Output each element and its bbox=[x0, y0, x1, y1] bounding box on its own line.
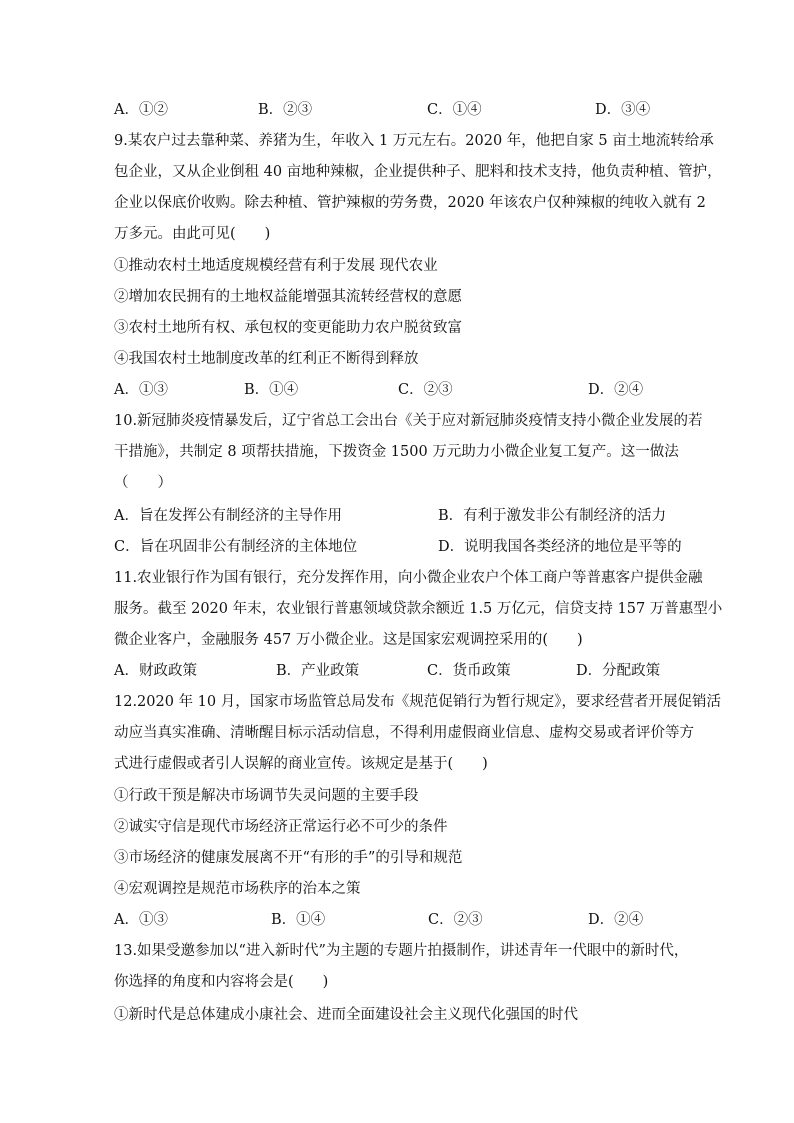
q9-option-a: A．①③ bbox=[114, 382, 168, 398]
q12-item-3: ③市场经济的健康发展离不开“有形的手”的引导和规范 bbox=[114, 850, 463, 866]
q13-stem-line-2: 你选择的角度和内容将会是( ) bbox=[114, 974, 329, 990]
q9-item-2: ②增加农民拥有的土地权益能增强其流转经营权的意愿 bbox=[114, 289, 462, 305]
q12-option-d: D．②④ bbox=[588, 912, 644, 928]
q8-option-c: C．①④ bbox=[427, 102, 482, 118]
q13-stem-line-1: 13.如果受邀参加以“进入新时代”为主题的专题片拍摄制作，讲述青年一代眼中的新时代， bbox=[114, 943, 689, 959]
q13-item-1: ①新时代是总体建成小康社会、进而全面建设社会主义现代化强国的时代 bbox=[114, 1007, 578, 1023]
q8-option-a: A．①② bbox=[114, 102, 168, 118]
q10-option-b: B．有利于激发非公有制经济的活力 bbox=[438, 508, 667, 524]
q11-option-c: C．货币政策 bbox=[427, 663, 511, 679]
q9-item-3: ③农村土地所有权、承包权的变更能助力农户脱贫致富 bbox=[114, 320, 462, 336]
q9-stem-line-3: 企业以保底价收购。除去种植、管护辣椒的劳务费，2020 年该农户仅种辣椒的纯收入就有 2 bbox=[114, 195, 706, 211]
q10-stem-line-2: 干措施》，共制定 8 项帮扶措施，下拨资金 1500 万元助力小微企业复工复产。这一做法 bbox=[114, 444, 679, 460]
q9-item-1: ①推动农村土地适度规模经营有利于发展 现代农业 bbox=[114, 258, 438, 274]
q10-option-c: C．旨在巩固非公有制经济的主体地位 bbox=[114, 539, 358, 555]
q9-option-b: B．①④ bbox=[244, 382, 299, 398]
q10-option-a: A．旨在发挥公有制经济的主导作用 bbox=[114, 508, 342, 524]
q12-stem-line-2: 动应当真实准确、清晰醒目标示活动信息，不得利用虚假商业信息、虚构交易或者评价等方 bbox=[114, 725, 694, 741]
q11-option-d: D．分配政策 bbox=[576, 663, 661, 679]
q9-option-c: C．②③ bbox=[398, 382, 453, 398]
q12-option-c: C．②③ bbox=[428, 912, 483, 928]
q12-option-b: B．①④ bbox=[271, 912, 326, 928]
q8-option-d: D．③④ bbox=[595, 102, 651, 118]
q11-stem-line-3: 微企业客户，金融服务 457 万小微企业。这是国家宏观调控采用的( ) bbox=[114, 632, 583, 648]
q9-stem-line-1: 9.某农户过去靠种菜、养猪为生，年收入 1 万元左右。2020 年，他把自家 5 亩土地流转给承 bbox=[114, 133, 714, 149]
q12-option-a: A．①③ bbox=[114, 912, 168, 928]
q12-item-4: ④宏观调控是规范市场秩序的治本之策 bbox=[114, 881, 361, 897]
q10-stem-line-3: （ ） bbox=[114, 475, 172, 491]
q9-item-4: ④我国农村土地制度改革的红利正不断得到释放 bbox=[114, 351, 419, 367]
q11-stem-line-1: 11.农业银行作为国有银行，充分发挥作用，向小微企业农户个体工商户等普惠客户提供金融 bbox=[114, 570, 703, 586]
q11-option-b: B．产业政策 bbox=[276, 663, 360, 679]
q8-option-b: B．②③ bbox=[258, 102, 313, 118]
q10-stem-line-1: 10.新冠肺炎疫情暴发后，辽宁省总工会出台《关于应对新冠肺炎疫情支持小微企业发展的若 bbox=[114, 413, 703, 429]
q12-item-2: ②诚实守信是现代市场经济正常运行必不可少的条件 bbox=[114, 819, 448, 835]
q9-stem-line-4: 万多元。由此可见( ) bbox=[114, 226, 271, 242]
q9-option-d: D．②④ bbox=[588, 382, 644, 398]
q11-option-a: A．财政政策 bbox=[114, 663, 197, 679]
q12-stem-line-3: 式进行虚假或者引人误解的商业宣传。该规定是基于( ) bbox=[114, 756, 488, 772]
q12-stem-line-1: 12.2020 年 10 月，国家市场监管总局发布《规范促销行为暂行规定》，要求经营者开展促销活 bbox=[114, 694, 721, 710]
q10-option-d: D．说明我国各类经济的地位是平等的 bbox=[438, 539, 682, 555]
q12-item-1: ①行政干预是解决市场调节失灵问题的主要手段 bbox=[114, 788, 419, 804]
q11-stem-line-2: 服务。截至 2020 年末，农业银行普惠领域贷款余额近 1.5 万亿元，信贷支持 157 万普惠型小 bbox=[114, 601, 723, 617]
q9-stem-line-2: 包企业，又从企业倒租 40 亩地种辣椒，企业提供种子、肥料和技术支持，他负责种植、管护， bbox=[114, 164, 722, 180]
